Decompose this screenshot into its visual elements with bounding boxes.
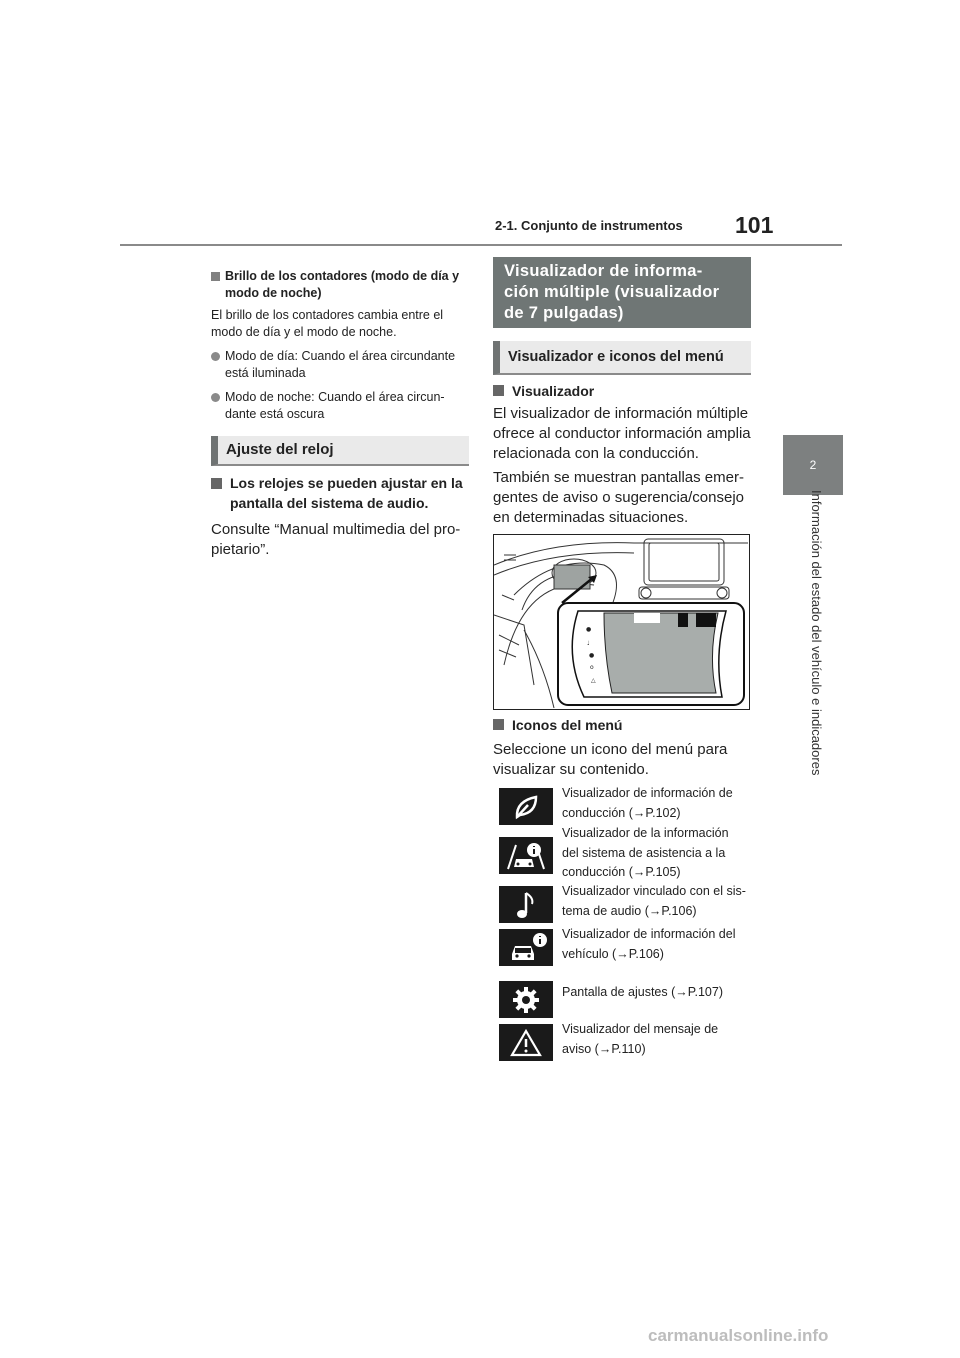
- vehicle-info-icon: [499, 929, 553, 966]
- menu-item-desc-line: aviso (→P.110): [562, 1041, 646, 1056]
- icons-text: Seleccione un icono del menú para visualizar su contenido.: [493, 741, 728, 778]
- menu-item-desc-line: Visualizador de la información: [562, 826, 729, 840]
- menu-item-desc-line: tema de audio (→P.106): [562, 903, 697, 918]
- main-heading-line: de 7 pulgadas): [504, 304, 624, 322]
- bullet-day-text: Modo de día: Cuando el área circundante está iluminada: [225, 349, 456, 380]
- display-paragraph-1: El visualizador de información múltiple ofrece al conductor información amplia relacionada con la conducción.: [493, 405, 751, 462]
- svg-text:o: o: [590, 664, 594, 671]
- menu-item-desc-line: Visualizador de información de: [562, 786, 733, 800]
- display-heading-text: Visualizador: [512, 383, 595, 399]
- menu-item-warning: [562, 1020, 718, 1059]
- round-bullet: [211, 352, 220, 361]
- clock-section: [211, 473, 469, 560]
- svg-text:●: ●: [589, 652, 595, 659]
- square-bullet: [493, 385, 504, 396]
- menu-item-driver-assist: [562, 824, 729, 883]
- music-note-icon: [499, 886, 553, 923]
- square-bullet: [211, 272, 220, 281]
- menu-item-audio: [562, 882, 746, 921]
- dashboard-illustration: [493, 534, 750, 710]
- bullet-day: [211, 348, 469, 382]
- chapter-tab: 2: [783, 435, 843, 495]
- brightness-heading-text: Brillo de los contadores (modo de día y modo de noche): [225, 269, 460, 300]
- menu-subheading: Visualizador e iconos del menú: [493, 341, 751, 375]
- menu-item-desc-line: Visualizador del mensaje de: [562, 1022, 719, 1036]
- warning-icon: [499, 1024, 553, 1061]
- clock-subheading-text: Los relojes se pueden ajustar en la pantalla del sistema de audio.: [230, 475, 463, 511]
- brightness-heading: [211, 268, 469, 302]
- icons-heading-text: Iconos del menú: [512, 717, 623, 733]
- svg-text:△: △: [591, 677, 596, 684]
- menu-item-desc-line: del sistema de asistencia a la: [562, 845, 726, 860]
- menu-item-desc-line: vehículo (→P.106): [562, 946, 664, 961]
- square-bullet: [493, 719, 504, 730]
- svg-text:●: ●: [586, 626, 592, 633]
- main-heading: [493, 257, 751, 328]
- display-section: [493, 381, 751, 528]
- page-number: 101: [735, 212, 774, 238]
- menu-item-desc-line: conducción (→P.102): [562, 805, 681, 820]
- round-bullet: [211, 393, 220, 402]
- driver-assist-icon: [499, 837, 553, 874]
- brightness-section: [211, 268, 469, 423]
- menu-item-settings: [562, 983, 723, 1003]
- menu-item-desc-line: Visualizador vinculado con el sis-: [562, 884, 746, 898]
- clock-heading: Ajuste del reloj: [211, 436, 469, 466]
- square-bullet: [211, 478, 222, 489]
- display-paragraph-2: También se muestran pantallas emer-gentes de aviso o sugerencia/consejo en determinadas situaciones.: [493, 469, 745, 526]
- dashboard-drawing: [494, 535, 748, 708]
- brightness-text: El brillo de los contadores cambia entre el modo de día y el modo de noche.: [211, 308, 444, 339]
- icons-section: [493, 715, 751, 780]
- bullet-night-text: Modo de noche: Cuando el área circun-dante está oscura: [225, 390, 445, 421]
- menu-item-desc-line: conducción (→P.105): [562, 865, 681, 879]
- menu-item-desc-line: Pantalla de ajustes (→P.107): [562, 985, 723, 999]
- display-heading: [493, 381, 751, 401]
- chapter-title: Información del estado del vehículo e indicadores: [809, 490, 824, 776]
- menu-item-desc-line: Visualizador de información del: [562, 927, 736, 941]
- bullet-night: [211, 389, 469, 423]
- main-heading-line: Visualizador de informa-: [504, 262, 703, 280]
- clock-text: Consulte “Manual multimedia del pro-pietario”.: [211, 521, 461, 558]
- icons-heading: [493, 715, 751, 735]
- header-rule: [120, 244, 842, 246]
- watermark: carmanualsonline.info: [648, 1326, 829, 1345]
- section-title: 2-1. Conjunto de instrumentos: [495, 218, 683, 233]
- clock-subheading: [211, 473, 469, 513]
- menu-item-driving-info: [562, 784, 733, 823]
- main-heading-line: ción múltiple (visualizador: [504, 283, 720, 301]
- svg-text:♩: ♩: [587, 640, 590, 647]
- menu-item-vehicle-info: [562, 925, 735, 964]
- gear-icon: [499, 981, 553, 1018]
- leaf-icon: [499, 788, 553, 825]
